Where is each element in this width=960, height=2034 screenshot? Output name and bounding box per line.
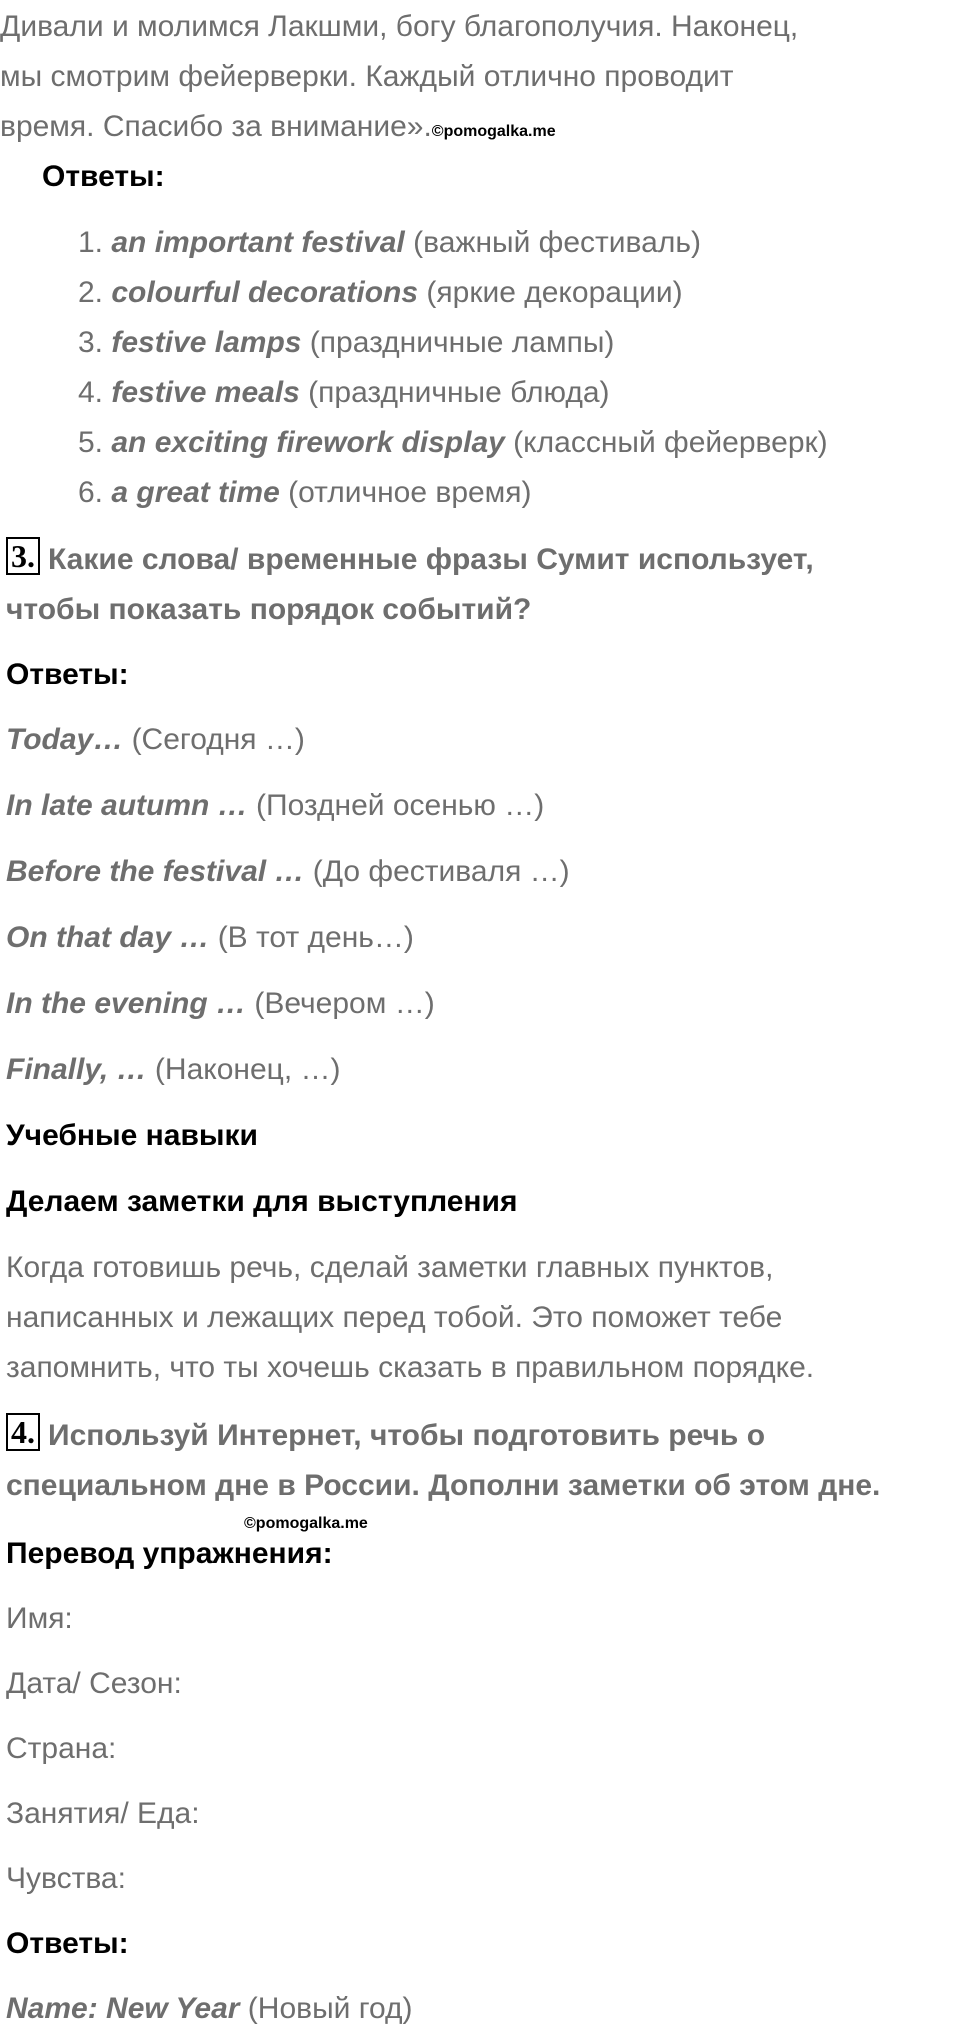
watermark: ©pomogalka.me (244, 1515, 368, 1532)
english-phrase: Before the festival … (6, 855, 305, 888)
section-heading: Учебные навыки (6, 1119, 258, 1152)
note-field: Страна: (6, 1732, 117, 1765)
english-phrase: In the evening … (6, 987, 247, 1020)
time-phrase (6, 715, 305, 765)
note-field: Занятия/ Еда: (6, 1797, 200, 1830)
skills-line: написанных и лежащих перед тобой. Это поможет тебе (6, 1301, 783, 1334)
list-item (78, 468, 828, 518)
note-field: Имя: (6, 1602, 73, 1635)
english-phrase: Today… (6, 723, 124, 756)
english-phrase: On that day … (6, 921, 210, 954)
intro-line-text: время. Спасибо за внимание». (0, 110, 432, 143)
skills-line: Когда готовишь речь, сделай заметки главных пунктов, (6, 1251, 774, 1284)
intro-line (0, 102, 556, 157)
russian-translation: (Наконец, …) (146, 1053, 341, 1086)
list-item (78, 418, 828, 468)
translation-heading: Перевод упражнения: (6, 1537, 333, 1570)
list-item (78, 318, 828, 368)
item-number: 2. (78, 276, 104, 309)
russian-translation: (В тот день…) (209, 921, 414, 954)
russian-translation: (Вечером …) (246, 987, 435, 1020)
intro-line: Дивали и молимся Лакшми, богу благополучия. Наконец, (0, 10, 799, 43)
list-item (78, 268, 828, 318)
russian-translation: (праздничные лампы) (301, 326, 615, 359)
task-4-line (6, 1412, 765, 1460)
russian-translation: (важный фестиваль) (404, 226, 701, 259)
intro-line: мы смотрим фейерверки. Каждый отлично проводит (0, 60, 734, 93)
task-3-line (6, 536, 814, 584)
task-text: Используй Интернет, чтобы подготовить речь о (48, 1419, 766, 1452)
english-phrase: a great time (111, 476, 280, 509)
russian-translation: (праздничные блюда) (299, 376, 610, 409)
english-phrase: an exciting firework display (111, 426, 505, 459)
time-phrase (6, 979, 435, 1029)
task-number-box: 3. (6, 537, 40, 575)
note-field: Дата/ Сезон: (6, 1667, 182, 1700)
russian-translation: (До фестиваля …) (304, 855, 570, 888)
time-phrase (6, 913, 414, 963)
time-phrase (6, 1045, 341, 1095)
section-subheading: Делаем заметки для выступления (6, 1185, 518, 1218)
english-phrase: Name: New Year (6, 1992, 240, 2025)
russian-translation: (Сегодня …) (123, 723, 305, 756)
russian-translation: (классный фейерверк) (504, 426, 828, 459)
watermark: ©pomogalka.me (431, 123, 556, 140)
item-number: 5. (78, 426, 104, 459)
task-number-box: 4. (6, 1413, 40, 1451)
english-phrase: In late autumn … (6, 789, 248, 822)
note-field: Чувства: (6, 1862, 126, 1895)
english-phrase: festive lamps (111, 326, 302, 359)
russian-translation: (Новый год) (239, 1992, 413, 2025)
skills-line: запомнить, что ты хочешь сказать в правильном порядке. (6, 1351, 815, 1384)
task-text: Какие слова/ временные фразы Сумит использует, (48, 543, 814, 576)
item-number: 4. (78, 376, 104, 409)
list-item (78, 218, 828, 268)
english-phrase: festive meals (111, 376, 300, 409)
list-item (78, 368, 828, 418)
item-number: 6. (78, 476, 104, 509)
english-phrase: an important festival (111, 226, 405, 259)
answers-heading: Ответы: (6, 1927, 129, 1960)
answers-heading: Ответы: (6, 658, 129, 691)
time-phrase (6, 781, 544, 831)
russian-translation: (Поздней осенью …) (247, 789, 545, 822)
task-4-line: специальном дне в России. Дополни заметки об этом дне. (6, 1469, 881, 1502)
item-number: 1. (78, 226, 104, 259)
task-3-line: чтобы показать порядок событий? (6, 593, 532, 626)
item-number: 3. (78, 326, 104, 359)
answers-heading: Ответы: (42, 160, 165, 193)
english-phrase: Finally, … (6, 1053, 147, 1086)
russian-translation: (яркие декорации) (418, 276, 683, 309)
russian-translation: (отличное время) (279, 476, 532, 509)
english-phrase: colourful decorations (111, 276, 419, 309)
answers-list (78, 218, 828, 518)
time-phrase (6, 847, 570, 897)
